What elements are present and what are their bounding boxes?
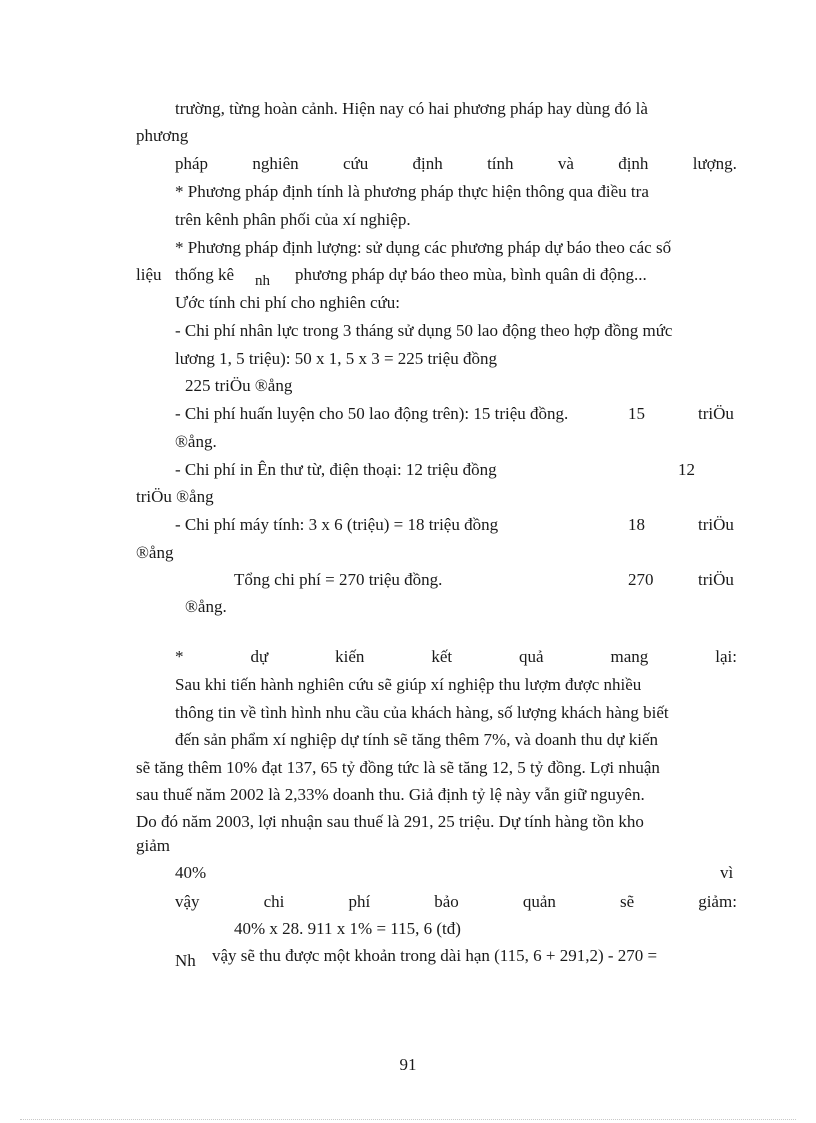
text-run: - Chi phí huấn luyện cho 50 lao động trên): 15 triệu đồng.	[175, 404, 569, 423]
text-run: Tổng chi phí = 270 triệu đồng.	[234, 570, 443, 589]
word: và	[557, 154, 574, 173]
word: định	[412, 154, 443, 173]
word: quản	[522, 892, 556, 911]
text-line	[136, 785, 737, 805]
word: nghiên	[252, 154, 299, 173]
text-line: Ước tính chi phí cho nghiên cứu:	[175, 293, 400, 312]
word: kiến	[335, 647, 365, 666]
text-line: ®ång.	[175, 432, 217, 451]
justified-line	[175, 647, 737, 667]
text-run: sau thuế năm 2002 là 2,33% doanh thu. Giả định tỷ lệ này vẫn giữ nguyên.	[136, 785, 645, 804]
text-run: 40%	[175, 863, 207, 882]
text-run: triÖu	[698, 570, 734, 589]
text-line: lương 1, 5 triệu): 50 x 1, 5 x 3 = 225 triệu đồng	[175, 349, 497, 368]
text-run: thông tin về tình hình nhu cầu của khách hàng, số lượng khách hàng biết	[175, 703, 669, 722]
word: pháp	[175, 154, 209, 173]
word: lại:	[715, 647, 737, 666]
text-run: - Chi phí nhân lực trong 3 tháng sử dụng 50 lao động theo hợp đồng mức	[175, 321, 673, 340]
word: mang	[610, 647, 649, 666]
subscript-fragment: nh	[255, 273, 270, 289]
text-line	[175, 99, 737, 119]
text-line: ®ång	[136, 543, 174, 562]
word: chi	[263, 892, 285, 911]
text-run: Do đó năm 2003, lợi nhuận sau thuế là 291, 25 triệu. Dự tính hàng tồn kho	[136, 812, 644, 831]
text-line	[175, 182, 737, 202]
text-run: * Phương pháp định tính là phương pháp thực hiện thông qua điều tra	[175, 182, 649, 201]
text-run: Nh	[175, 951, 196, 970]
text-line	[175, 703, 737, 723]
text-line: triÖu ®ång	[136, 487, 214, 506]
text-line: trên kênh phân phối của xí nghiệp.	[175, 210, 411, 229]
text-run: triÖu	[698, 404, 734, 423]
text-line: 225 triÖu ®ång	[185, 376, 293, 395]
word: quả	[519, 647, 544, 666]
text-line	[175, 730, 737, 750]
word: tính	[487, 154, 514, 173]
text-run: trường, từng hoàn cảnh. Hiện nay có hai phương pháp hay dùng đó là	[175, 99, 648, 118]
text-run: 270	[628, 570, 654, 589]
page-bottom-rule	[20, 1119, 796, 1120]
text-run: 12	[678, 460, 695, 479]
text-run: phương pháp dự báo theo mùa, bình quân di động...	[295, 265, 647, 284]
text-line: phương	[136, 126, 189, 145]
text-line: ®ång.	[185, 597, 227, 616]
text-line: 40% x 28. 911 x 1% = 115, 6 (tđ)	[234, 919, 461, 938]
text-run: vì	[720, 863, 734, 882]
page-number: 91	[399, 1055, 417, 1074]
word: bảo	[434, 892, 459, 911]
word: vậy	[175, 892, 200, 911]
text-run: Sau khi tiến hành nghiên cứu sẽ giúp xí nghiệp thu lượm được nhiều	[175, 675, 642, 694]
text-run: - Chi phí máy tính: 3 x 6 (triệu) = 18 triệu đồng	[175, 515, 499, 534]
word: cứu	[342, 154, 369, 173]
text-run: vậy sẽ thu được một khoản trong dài hạn (115, 6 + 291,2) - 270 =	[212, 946, 658, 965]
text-line	[136, 758, 737, 778]
word: *	[175, 647, 184, 666]
text-run: 15	[628, 404, 645, 423]
word: lượng.	[692, 154, 737, 173]
text-run: đến sản phẩm xí nghiệp dự tính sẽ tăng thêm 7%, và doanh thu dự kiến	[175, 730, 659, 749]
text-line	[175, 238, 737, 258]
text-run: 18	[628, 515, 645, 534]
text-line: giảm	[136, 836, 170, 855]
word: kết	[431, 647, 453, 666]
text-run: * Phương pháp định lượng: sử dụng các phương pháp dự báo theo các số	[175, 238, 672, 257]
justified-line	[175, 154, 737, 174]
justified-line	[175, 892, 737, 912]
text-line	[136, 812, 737, 832]
word: giảm:	[698, 892, 737, 911]
text-line	[175, 321, 737, 341]
word: dự	[250, 647, 269, 666]
word: phí	[348, 892, 371, 911]
text-run: liệu	[136, 265, 162, 284]
word: định	[618, 154, 649, 173]
text-run: triÖu	[698, 515, 734, 534]
text-run: thống kê	[175, 265, 235, 284]
text-line	[175, 675, 737, 695]
word: sẽ	[619, 892, 635, 911]
text-run	[255, 265, 270, 289]
text-run: sẽ tăng thêm 10% đạt 137, 65 tỷ đồng tức là sẽ tăng 12, 5 tỷ đồng. Lợi nhuận	[136, 758, 660, 777]
text-run: - Chi phí in Ên thư từ, điện thoại: 12 triệu đồng	[175, 460, 497, 479]
